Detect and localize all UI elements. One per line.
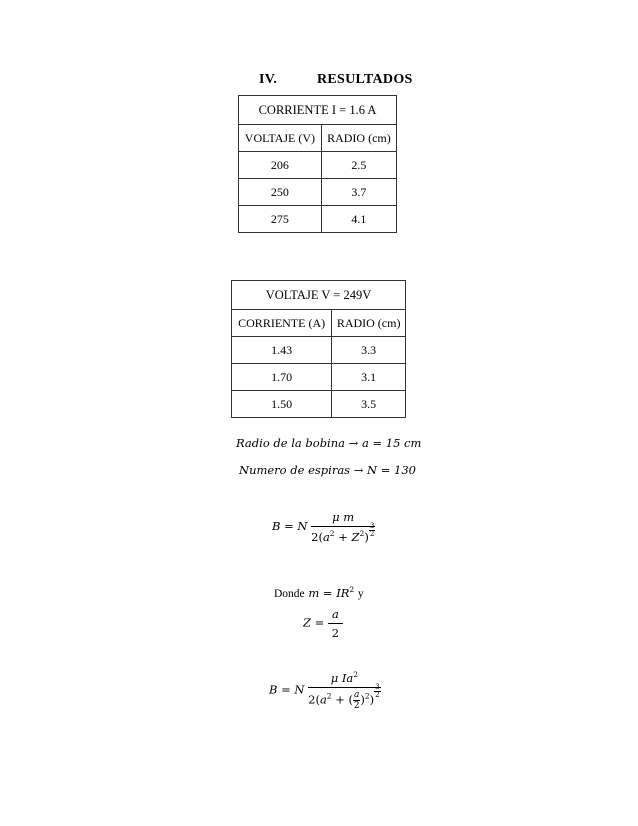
table-cell: 3.1: [332, 364, 406, 391]
table-cell: 275: [239, 206, 322, 233]
table-row: [232, 364, 406, 391]
table-cell: 4.1: [321, 206, 396, 233]
table-row: [239, 179, 397, 206]
column-header: CORRIENTE (A): [232, 310, 332, 337]
table-row: [232, 337, 406, 364]
substitution-line: Donde $m = IR^2$ y: [274, 585, 364, 600]
table-cell: 1.70: [232, 364, 332, 391]
results-table-current: [238, 95, 397, 233]
table-cell: 206: [239, 152, 322, 179]
field-formula-expanded: B = N μ Ia$^2$ $2(a^2$ + ( $\frac{a}{2}$ )$^2$) $\frac{3}{2}$: [269, 670, 380, 711]
table-cell: 1.43: [232, 337, 332, 364]
section-number: IV.: [259, 72, 278, 87]
column-header: RADIO (cm): [332, 310, 406, 337]
table-cell: 1.50: [232, 391, 332, 418]
table-cell: 2.5: [321, 152, 396, 179]
table-caption: CORRIENTE I = 1.6 A: [239, 96, 397, 125]
section-title: RESULTADOS: [317, 72, 413, 87]
turns-count-equation: Numero de espiras → N = 130: [239, 463, 416, 477]
table-cell: 3.5: [332, 391, 406, 418]
coil-radius-equation: Radio de la bobina → a = 15 cm: [236, 436, 422, 450]
table-row: [239, 152, 397, 179]
table-cell: 3.3: [332, 337, 406, 364]
table-cell: 3.7: [321, 179, 396, 206]
column-header: RADIO (cm): [321, 125, 396, 152]
results-table-voltage: [231, 280, 406, 418]
field-formula-general: B = N μ m $2(a^2 + Z^2)$ $\frac{3}{2}$: [272, 510, 375, 544]
table-cell: 250: [239, 179, 322, 206]
table-caption: VOLTAJE V = 249V: [232, 281, 406, 310]
table-row: [232, 391, 406, 418]
section-heading: [259, 72, 413, 88]
column-header: VOLTAJE (V): [239, 125, 322, 152]
table-row: [239, 206, 397, 233]
z-definition: Z = $\frac{a}{2}$: [303, 607, 343, 640]
